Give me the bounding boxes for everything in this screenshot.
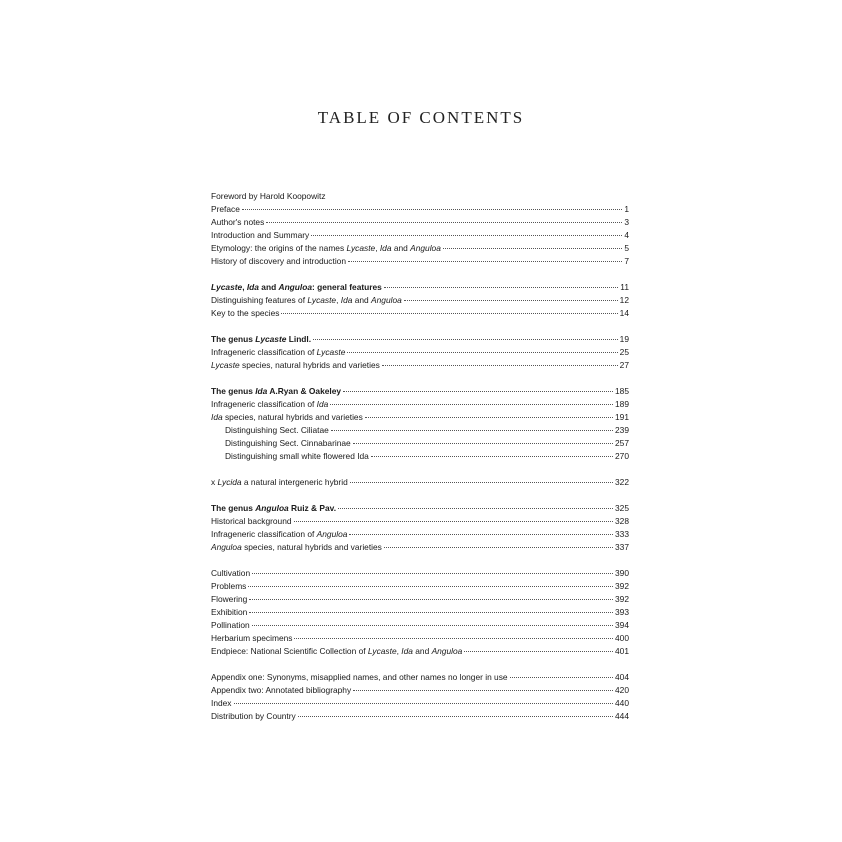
toc-entry[interactable] bbox=[211, 567, 629, 580]
toc-entry-label-part: Anguloa bbox=[211, 542, 242, 552]
toc-entry-label-part: a natural intergeneric hybrid bbox=[241, 477, 348, 487]
toc-page-number: 4 bbox=[624, 230, 629, 240]
dot-leader bbox=[313, 339, 618, 340]
toc-entry-label-part: and bbox=[258, 282, 279, 292]
dot-leader bbox=[384, 287, 618, 288]
dot-leader bbox=[349, 534, 613, 535]
toc-entry-label-part: Historical background bbox=[211, 516, 292, 526]
toc-entry-label-part: Cultivation bbox=[211, 568, 251, 578]
toc-entry-label bbox=[211, 255, 346, 268]
toc-page-number: 12 bbox=[619, 295, 629, 305]
toc-entry[interactable] bbox=[211, 710, 629, 723]
toc-page-number: 420 bbox=[615, 685, 629, 695]
toc-entry[interactable] bbox=[211, 502, 629, 515]
toc-entry-label-part: Lindl. bbox=[286, 334, 312, 344]
toc-page-number: 25 bbox=[619, 347, 629, 357]
toc-page-number: 14 bbox=[619, 308, 629, 318]
dot-leader bbox=[384, 547, 613, 548]
toc-entry[interactable] bbox=[211, 528, 629, 541]
dot-leader bbox=[242, 209, 622, 210]
toc-entry-label-part: Exhibition bbox=[211, 607, 248, 617]
toc-entry-label bbox=[211, 671, 508, 684]
dot-leader bbox=[371, 456, 613, 457]
dot-leader bbox=[249, 599, 613, 600]
toc-entry-label-part: Anguloa bbox=[431, 646, 463, 656]
toc-entry-label-part: x bbox=[211, 477, 218, 487]
toc-entry-label bbox=[225, 424, 329, 437]
toc-entry[interactable] bbox=[211, 242, 629, 255]
toc-entry-label bbox=[211, 346, 345, 359]
dot-leader bbox=[294, 521, 613, 522]
toc-entry-label bbox=[211, 359, 380, 372]
toc-entry-label-part: Endpiece: National Scientific Collection of bbox=[211, 646, 368, 656]
toc-entry-label-part: , bbox=[242, 282, 247, 292]
dot-leader bbox=[252, 573, 613, 574]
dot-leader bbox=[365, 417, 613, 418]
toc-entry[interactable] bbox=[211, 307, 629, 320]
toc-entry-label bbox=[211, 281, 382, 294]
toc-entry-label bbox=[211, 333, 311, 346]
toc-page-number: 185 bbox=[615, 386, 629, 396]
toc-entry[interactable] bbox=[211, 411, 629, 424]
toc-page-number: 400 bbox=[615, 633, 629, 643]
toc-entry-label-part: : general features bbox=[312, 282, 382, 292]
toc-entry-label-part: The genus bbox=[211, 334, 256, 344]
toc-entry-label bbox=[211, 697, 232, 710]
toc-entry-label-part: Infrageneric classification of bbox=[211, 529, 317, 539]
toc-entry-label bbox=[211, 541, 382, 554]
toc-entry-label-part: History of discovery and introduction bbox=[211, 256, 346, 266]
toc-entry[interactable] bbox=[211, 385, 629, 398]
toc-entry-label bbox=[211, 216, 264, 229]
toc-entry-label bbox=[211, 632, 292, 645]
toc-entry[interactable] bbox=[211, 281, 629, 294]
dot-leader bbox=[443, 248, 622, 249]
toc-entry-label-part: Anguloa bbox=[410, 243, 441, 253]
toc-entry-label-part: Pollination bbox=[211, 620, 250, 630]
toc-page-number: 337 bbox=[615, 542, 629, 552]
toc-entry-label bbox=[211, 294, 402, 307]
toc-page-number: 392 bbox=[615, 594, 629, 604]
toc-entry-label-part: Flowering bbox=[211, 594, 248, 604]
toc-entry-label-part: , bbox=[375, 243, 380, 253]
toc-entry-label-part: Ida bbox=[401, 646, 413, 656]
toc-entry-label-part: Preface bbox=[211, 204, 240, 214]
toc-entry[interactable] bbox=[211, 346, 629, 359]
toc-entry-label-part: Index bbox=[211, 698, 232, 708]
toc-entry-label-part: Anguloa bbox=[371, 295, 402, 305]
toc-entry[interactable] bbox=[211, 255, 629, 268]
toc-entry-label bbox=[211, 593, 247, 606]
toc-entry-label-part: Appendix one: Synonyms, misapplied names, and other names no longer in use bbox=[211, 672, 508, 682]
toc-page-number: 11 bbox=[620, 282, 629, 292]
dot-leader bbox=[350, 482, 613, 483]
toc-entry[interactable] bbox=[211, 684, 629, 697]
toc-page-number: 5 bbox=[624, 243, 629, 253]
toc-section bbox=[211, 385, 629, 463]
toc-entry-label-part: Infrageneric classification of bbox=[211, 347, 317, 357]
dot-leader bbox=[348, 261, 622, 262]
toc-entry-label-part: Lycaste bbox=[307, 295, 337, 305]
toc-entry-label-part: , bbox=[336, 295, 341, 305]
toc-page-number: 322 bbox=[615, 477, 629, 487]
toc-entry-label-part: Ruiz & Pav. bbox=[288, 503, 337, 513]
toc-entry[interactable] bbox=[211, 216, 629, 229]
toc-entry-label bbox=[211, 411, 363, 424]
toc-entry-label bbox=[211, 606, 247, 619]
toc-entry[interactable] bbox=[211, 632, 629, 645]
dot-leader bbox=[464, 651, 613, 652]
toc-entry-label-part: Distinguishing features of bbox=[211, 295, 308, 305]
toc-entry-label-part: Appendix two: Annotated bibliography bbox=[211, 685, 352, 695]
toc-entry-label-part: The genus bbox=[211, 386, 256, 396]
toc-entry[interactable] bbox=[211, 645, 629, 658]
dot-leader bbox=[266, 222, 622, 223]
toc-entry[interactable] bbox=[211, 606, 629, 619]
toc-page-number: 1 bbox=[624, 204, 629, 214]
toc-entry[interactable] bbox=[211, 593, 629, 606]
toc-entry-label-part: and bbox=[412, 646, 432, 656]
toc-entry[interactable] bbox=[211, 541, 629, 554]
table-of-contents bbox=[211, 190, 629, 723]
toc-entry[interactable] bbox=[211, 294, 629, 307]
toc-entry-label bbox=[211, 502, 336, 515]
toc-entry[interactable] bbox=[211, 515, 629, 528]
toc-entry-label-part: Distribution by Country bbox=[211, 711, 296, 721]
dot-leader bbox=[347, 352, 617, 353]
toc-section bbox=[211, 333, 629, 372]
dot-leader bbox=[234, 703, 614, 704]
toc-entry[interactable] bbox=[211, 697, 629, 710]
toc-entry-label bbox=[211, 242, 441, 255]
dot-leader bbox=[311, 235, 622, 236]
dot-leader bbox=[294, 638, 613, 639]
toc-section bbox=[211, 567, 629, 658]
toc-entry-label bbox=[211, 476, 348, 489]
toc-entry-label bbox=[211, 619, 250, 632]
toc-entry[interactable] bbox=[211, 190, 629, 203]
toc-entry-label bbox=[211, 190, 326, 203]
toc-entry-label bbox=[211, 684, 351, 697]
dot-leader bbox=[338, 508, 613, 509]
toc-entry-label-part: species, natural hybrids and varieties bbox=[239, 360, 380, 370]
dot-leader bbox=[331, 430, 613, 431]
toc-entry-label-part: Distinguishing small white flowered Ida bbox=[225, 451, 369, 461]
dot-leader bbox=[330, 404, 613, 405]
toc-page-number: 257 bbox=[615, 438, 629, 448]
dot-leader bbox=[252, 625, 613, 626]
toc-entry[interactable] bbox=[211, 398, 629, 411]
toc-entry-label-part: Anguloa bbox=[316, 529, 348, 539]
toc-page-number: 189 bbox=[615, 399, 629, 409]
toc-entry-label bbox=[211, 580, 246, 593]
dot-leader bbox=[382, 365, 618, 366]
toc-entry-label-part: Infrageneric classification of bbox=[211, 399, 317, 409]
toc-page-number: 390 bbox=[615, 568, 629, 578]
toc-entry-label-part: Etymology: the origins of the names bbox=[211, 243, 347, 253]
toc-entry[interactable] bbox=[211, 476, 629, 489]
toc-page-number: 7 bbox=[624, 256, 629, 266]
toc-page-number: 328 bbox=[615, 516, 629, 526]
dot-leader bbox=[353, 443, 613, 444]
toc-entry-label-part: Ida bbox=[340, 295, 353, 305]
toc-section bbox=[211, 476, 629, 489]
toc-entry-label bbox=[211, 515, 292, 528]
dot-leader bbox=[343, 391, 613, 392]
dot-leader bbox=[249, 612, 613, 613]
toc-page-number: 394 bbox=[615, 620, 629, 630]
toc-entry-label-part: Lycaste bbox=[316, 347, 346, 357]
toc-entry-label-part: A.Ryan & Oakeley bbox=[267, 386, 342, 396]
toc-page-number: 393 bbox=[615, 607, 629, 617]
toc-entry[interactable] bbox=[211, 671, 629, 684]
toc-entry[interactable] bbox=[211, 450, 629, 463]
toc-entry-label-part: Ida bbox=[211, 412, 223, 422]
toc-entry-label-part: Distinguishing Sect. Cinnabarinae bbox=[225, 438, 351, 448]
toc-entry[interactable] bbox=[211, 437, 629, 450]
toc-entry-label-part: Distinguishing Sect. Ciliatae bbox=[225, 425, 329, 435]
toc-entry[interactable] bbox=[211, 333, 629, 346]
toc-entry[interactable] bbox=[211, 580, 629, 593]
toc-entry-label bbox=[211, 567, 250, 580]
toc-page-number: 392 bbox=[615, 581, 629, 591]
dot-leader bbox=[281, 313, 617, 314]
dot-leader bbox=[404, 300, 618, 301]
toc-entry-label-part: and bbox=[352, 295, 372, 305]
toc-entry-label-part: Ida bbox=[316, 399, 329, 409]
toc-entry-label-part: Ida bbox=[379, 243, 392, 253]
toc-entry-label-part: Lycaste bbox=[255, 334, 287, 344]
toc-page-number: 270 bbox=[615, 451, 629, 461]
toc-entry-label-part: Author's notes bbox=[211, 217, 265, 227]
toc-entry[interactable] bbox=[211, 424, 629, 437]
toc-entry-label bbox=[211, 307, 279, 320]
dot-leader bbox=[298, 716, 613, 717]
toc-entry-label-part: species, natural hybrids and varieties bbox=[222, 412, 363, 422]
toc-section bbox=[211, 502, 629, 554]
toc-entry-label-part: , bbox=[396, 646, 402, 656]
toc-entry-label-part: Foreword by Harold Koopowitz bbox=[211, 191, 326, 201]
toc-entry-label bbox=[225, 450, 369, 463]
toc-entry-label-part: Lycida bbox=[217, 477, 242, 487]
toc-entry-label-part: The genus bbox=[211, 503, 256, 513]
toc-page-number: 401 bbox=[615, 646, 629, 656]
toc-entry-label-part: Lycaste bbox=[211, 360, 240, 370]
toc-entry-label-part: Lycaste bbox=[367, 646, 397, 656]
toc-section bbox=[211, 190, 629, 268]
toc-entry-label-part: and bbox=[391, 243, 411, 253]
toc-entry[interactable] bbox=[211, 359, 629, 372]
toc-entry-label bbox=[211, 398, 328, 411]
toc-entry-label-part: Introduction and Summary bbox=[211, 230, 310, 240]
toc-entry-label bbox=[211, 528, 347, 541]
toc-entry-label-part: Ida bbox=[246, 282, 259, 292]
toc-entry-label-part: Ida bbox=[255, 386, 268, 396]
toc-page-number: 325 bbox=[615, 503, 629, 513]
toc-page-number: 3 bbox=[624, 217, 629, 227]
toc-entry-label bbox=[225, 437, 351, 450]
page-title: TABLE OF CONTENTS bbox=[317, 108, 525, 127]
toc-page-number: 27 bbox=[619, 360, 629, 370]
dot-leader bbox=[248, 586, 613, 587]
toc-entry-label bbox=[211, 203, 240, 216]
toc-section bbox=[211, 281, 629, 320]
toc-entry-label-part: Herbarium specimens bbox=[211, 633, 293, 643]
toc-entry-label bbox=[211, 385, 341, 398]
toc-entry-label-part: Key to the species bbox=[211, 308, 280, 318]
dot-leader bbox=[510, 677, 613, 678]
toc-entry-label bbox=[211, 645, 462, 658]
toc-section bbox=[211, 671, 629, 723]
toc-page-number: 239 bbox=[615, 425, 629, 435]
toc-page-number: 444 bbox=[615, 711, 629, 721]
toc-entry-label bbox=[211, 229, 309, 242]
toc-entry-label-part: Lycaste bbox=[211, 282, 243, 292]
toc-entry-label-part: Anguloa bbox=[278, 282, 313, 292]
toc-entry[interactable] bbox=[211, 203, 629, 216]
toc-entry-label bbox=[211, 710, 296, 723]
toc-entry-label-part: Lycaste bbox=[346, 243, 376, 253]
dot-leader bbox=[353, 690, 613, 691]
toc-entry-label-part: Problems bbox=[211, 581, 247, 591]
toc-entry[interactable] bbox=[211, 619, 629, 632]
toc-entry-label-part: species, natural hybrids and varieties bbox=[241, 542, 382, 552]
toc-page-number: 440 bbox=[615, 698, 629, 708]
toc-entry[interactable] bbox=[211, 229, 629, 242]
toc-page-number: 19 bbox=[619, 334, 629, 344]
toc-page-number: 404 bbox=[615, 672, 629, 682]
toc-page-number: 191 bbox=[615, 412, 629, 422]
toc-page-number: 333 bbox=[615, 529, 629, 539]
toc-entry-label-part: Anguloa bbox=[255, 503, 289, 513]
